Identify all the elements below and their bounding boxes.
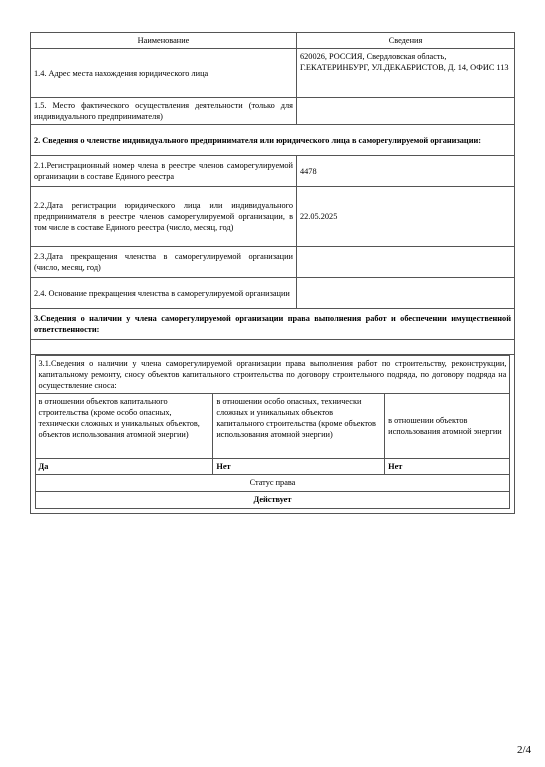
row-label: 2.2.Дата регистрации юридического лица или индивидуального предпринимателя в реестре членов саморегулируемой организации, в том числе в составе Единого реестра (число, месяц, год) [31, 187, 297, 247]
row-value: 620026, РОССИЯ, Свердловская область, Г.ЕКАТЕРИНБУРГ, УЛ.ДЕКАБРИСТОВ, Д. 14, ОФИС 113 [297, 49, 515, 98]
row-label: 1.4. Адрес места нахождения юридического лица [31, 49, 297, 98]
table-row [31, 247, 515, 278]
rights-subtitle: 3.1.Сведения о наличии у члена саморегулируемой организации права выполнения работ по строительству, реконструкции, капитальному ремонту, сносу объектов капитального строительства по договору строительного подряда, по договору подряда на осуществление сноса: [35, 356, 510, 394]
table-row [31, 98, 515, 125]
section3-title: 3.Сведения о наличии у члена саморегулируемой организации права выполнения работ и обеспечении имущественной ответственности: [31, 309, 515, 340]
table-row [31, 156, 515, 187]
row-value: 4478 [297, 156, 515, 187]
rights-value-1: Да [35, 459, 213, 475]
rights-col-3: в отношении объектов использования атомной энергии [385, 394, 510, 459]
empty-cell [31, 340, 515, 355]
table-row [31, 49, 515, 98]
section-heading [31, 125, 515, 156]
row-label: 2.3.Дата прекращения членства в саморегулируемой организации (число, месяц, год) [31, 247, 297, 278]
row-value [297, 278, 515, 309]
section2-title: 2. Сведения о членстве индивидуального предпринимателя или юридического лица в саморегулируемой организации: [31, 125, 515, 156]
spacer-row [31, 340, 515, 355]
table-header [31, 33, 515, 49]
table-row [31, 187, 515, 247]
header-name: Наименование [31, 33, 297, 49]
section3-block [31, 355, 515, 514]
row-value: 22.05.2025 [297, 187, 515, 247]
row-value [297, 247, 515, 278]
document-page [30, 32, 514, 514]
rights-col-2: в отношении особо опасных, технически сложных и уникальных объектов капитального строительства (кроме объектов использования атомной энергии) [213, 394, 385, 459]
row-value [297, 98, 515, 125]
rights-value-3: Нет [385, 459, 510, 475]
section3-container [31, 355, 515, 514]
row-label: 2.4. Основание прекращения членства в саморегулируемой организации [31, 278, 297, 309]
row-label: 2.1.Регистрационный номер члена в реестре членов саморегулируемой организации в составе Единого реестра [31, 156, 297, 187]
registry-table [30, 32, 515, 514]
row-label: 1.5. Место фактического осуществления деятельности (только для индивидуального предпринимателя) [31, 98, 297, 125]
rights-value-2: Нет [213, 459, 385, 475]
rights-table [31, 355, 514, 513]
table-row [31, 278, 515, 309]
header-info: Сведения [297, 33, 515, 49]
status-value: Действует [35, 492, 510, 509]
status-label: Статус права [35, 475, 510, 492]
page-number: 2/4 [516, 744, 531, 756]
section-heading [31, 309, 515, 340]
rights-col-1: в отношении объектов капитального строительства (кроме особо опасных, технически сложных и уникальных объектов, объектов использования атомной энергии) [35, 394, 213, 459]
